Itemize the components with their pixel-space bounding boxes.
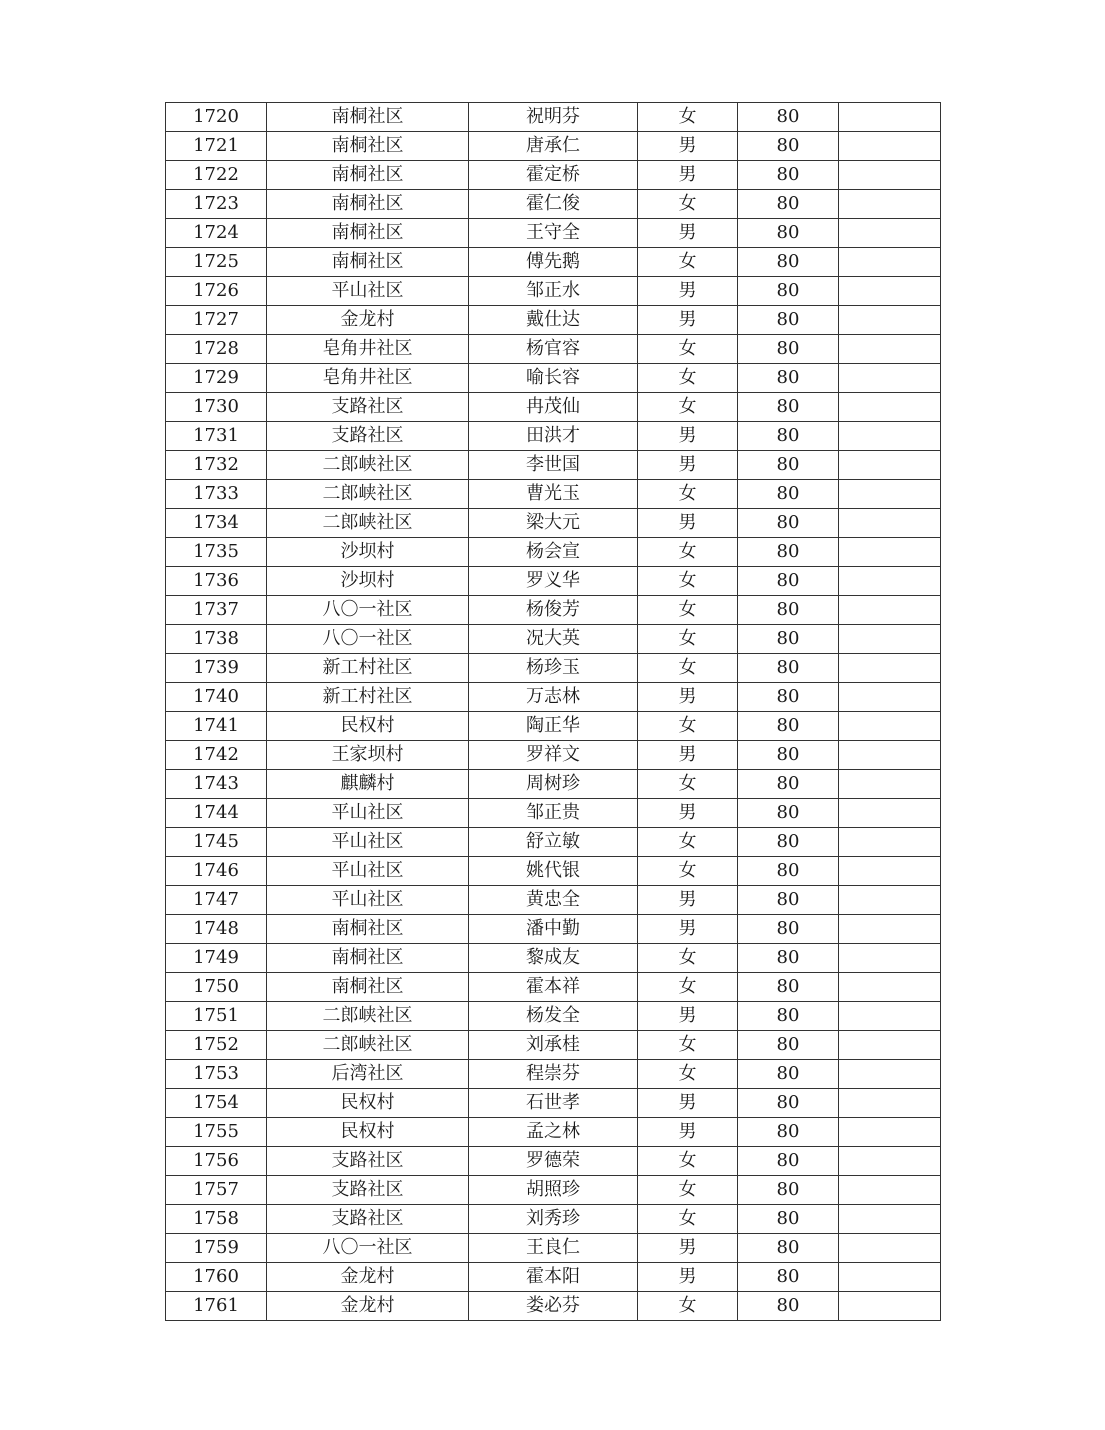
- table-body: [166, 103, 941, 1321]
- table-row: [166, 538, 941, 567]
- row-number-cell: 1727: [166, 306, 267, 335]
- community-cell: 金龙村: [267, 1292, 469, 1321]
- table-row: [166, 1234, 941, 1263]
- community-cell: 二郎峡社区: [267, 1031, 469, 1060]
- person-name-cell: 唐承仁: [469, 132, 638, 161]
- age-cell: 80: [738, 1118, 839, 1147]
- blank-cell: [839, 741, 941, 770]
- blank-cell: [839, 596, 941, 625]
- person-name-cell: 杨发全: [469, 1002, 638, 1031]
- sex-cell: 男: [638, 799, 738, 828]
- table-row: [166, 1263, 941, 1292]
- blank-cell: [839, 451, 941, 480]
- age-cell: 80: [738, 1205, 839, 1234]
- community-cell: 皂角井社区: [267, 364, 469, 393]
- age-cell: 80: [738, 799, 839, 828]
- sex-cell: 女: [638, 1147, 738, 1176]
- person-name-cell: 霍本祥: [469, 973, 638, 1002]
- blank-cell: [839, 219, 941, 248]
- blank-cell: [839, 712, 941, 741]
- age-cell: 80: [738, 770, 839, 799]
- row-number-cell: 1744: [166, 799, 267, 828]
- age-cell: 80: [738, 915, 839, 944]
- blank-cell: [839, 393, 941, 422]
- age-cell: 80: [738, 1060, 839, 1089]
- community-cell: 八〇一社区: [267, 1234, 469, 1263]
- person-name-cell: 邹正水: [469, 277, 638, 306]
- blank-cell: [839, 1292, 941, 1321]
- blank-cell: [839, 1118, 941, 1147]
- sex-cell: 男: [638, 1234, 738, 1263]
- age-cell: 80: [738, 335, 839, 364]
- row-number-cell: 1753: [166, 1060, 267, 1089]
- sex-cell: 女: [638, 364, 738, 393]
- blank-cell: [839, 1147, 941, 1176]
- person-name-cell: 刘秀珍: [469, 1205, 638, 1234]
- community-cell: 南桐社区: [267, 973, 469, 1002]
- blank-cell: [839, 567, 941, 596]
- row-number-cell: 1722: [166, 161, 267, 190]
- blank-cell: [839, 103, 941, 132]
- person-name-cell: 胡照珍: [469, 1176, 638, 1205]
- blank-cell: [839, 1263, 941, 1292]
- sex-cell: 男: [638, 915, 738, 944]
- blank-cell: [839, 364, 941, 393]
- sex-cell: 女: [638, 828, 738, 857]
- blank-cell: [839, 625, 941, 654]
- sex-cell: 男: [638, 1263, 738, 1292]
- row-number-cell: 1752: [166, 1031, 267, 1060]
- table-row: [166, 1060, 941, 1089]
- sex-cell: 男: [638, 886, 738, 915]
- person-name-cell: 杨珍玉: [469, 654, 638, 683]
- community-cell: 金龙村: [267, 306, 469, 335]
- age-cell: 80: [738, 886, 839, 915]
- sex-cell: 男: [638, 422, 738, 451]
- sex-cell: 女: [638, 1176, 738, 1205]
- person-name-cell: 万志林: [469, 683, 638, 712]
- row-number-cell: 1745: [166, 828, 267, 857]
- age-cell: 80: [738, 393, 839, 422]
- community-cell: 平山社区: [267, 799, 469, 828]
- blank-cell: [839, 1234, 941, 1263]
- age-cell: 80: [738, 654, 839, 683]
- blank-cell: [839, 886, 941, 915]
- community-cell: 平山社区: [267, 277, 469, 306]
- table-row: [166, 915, 941, 944]
- age-cell: 80: [738, 364, 839, 393]
- age-cell: 80: [738, 306, 839, 335]
- age-cell: 80: [738, 567, 839, 596]
- sex-cell: 女: [638, 654, 738, 683]
- row-number-cell: 1755: [166, 1118, 267, 1147]
- row-number-cell: 1723: [166, 190, 267, 219]
- sex-cell: 女: [638, 944, 738, 973]
- person-name-cell: 冉茂仙: [469, 393, 638, 422]
- row-number-cell: 1732: [166, 451, 267, 480]
- sex-cell: 男: [638, 509, 738, 538]
- age-cell: 80: [738, 944, 839, 973]
- sex-cell: 女: [638, 625, 738, 654]
- community-cell: 金龙村: [267, 1263, 469, 1292]
- community-cell: 二郎峡社区: [267, 451, 469, 480]
- sex-cell: 男: [638, 1118, 738, 1147]
- row-number-cell: 1756: [166, 1147, 267, 1176]
- community-cell: 南桐社区: [267, 248, 469, 277]
- blank-cell: [839, 190, 941, 219]
- age-cell: 80: [738, 219, 839, 248]
- table-row: [166, 306, 941, 335]
- community-cell: 沙坝村: [267, 567, 469, 596]
- table-row: [166, 567, 941, 596]
- community-cell: 南桐社区: [267, 190, 469, 219]
- row-number-cell: 1726: [166, 277, 267, 306]
- row-number-cell: 1750: [166, 973, 267, 1002]
- sex-cell: 女: [638, 857, 738, 886]
- person-name-cell: 霍仁俊: [469, 190, 638, 219]
- row-number-cell: 1733: [166, 480, 267, 509]
- age-cell: 80: [738, 132, 839, 161]
- table-row: [166, 973, 941, 1002]
- community-cell: 沙坝村: [267, 538, 469, 567]
- person-name-cell: 王良仁: [469, 1234, 638, 1263]
- person-name-cell: 罗义华: [469, 567, 638, 596]
- person-name-cell: 傅先鹅: [469, 248, 638, 277]
- age-cell: 80: [738, 248, 839, 277]
- age-cell: 80: [738, 1089, 839, 1118]
- row-number-cell: 1749: [166, 944, 267, 973]
- blank-cell: [839, 277, 941, 306]
- table-row: [166, 451, 941, 480]
- row-number-cell: 1751: [166, 1002, 267, 1031]
- age-cell: 80: [738, 480, 839, 509]
- row-number-cell: 1728: [166, 335, 267, 364]
- row-number-cell: 1742: [166, 741, 267, 770]
- table-row: [166, 944, 941, 973]
- table-row: [166, 248, 941, 277]
- person-name-cell: 杨官容: [469, 335, 638, 364]
- table-row: [166, 857, 941, 886]
- blank-cell: [839, 422, 941, 451]
- person-name-cell: 娄必芬: [469, 1292, 638, 1321]
- sex-cell: 女: [638, 596, 738, 625]
- row-number-cell: 1748: [166, 915, 267, 944]
- community-cell: 平山社区: [267, 886, 469, 915]
- blank-cell: [839, 1031, 941, 1060]
- table-row: [166, 277, 941, 306]
- person-name-cell: 杨会宣: [469, 538, 638, 567]
- sex-cell: 男: [638, 1089, 738, 1118]
- row-number-cell: 1720: [166, 103, 267, 132]
- age-cell: 80: [738, 161, 839, 190]
- blank-cell: [839, 1089, 941, 1118]
- blank-cell: [839, 828, 941, 857]
- community-cell: 支路社区: [267, 393, 469, 422]
- sex-cell: 男: [638, 741, 738, 770]
- sex-cell: 男: [638, 161, 738, 190]
- age-cell: 80: [738, 190, 839, 219]
- table-row: [166, 335, 941, 364]
- sex-cell: 女: [638, 190, 738, 219]
- table-row: [166, 799, 941, 828]
- sex-cell: 女: [638, 1292, 738, 1321]
- row-number-cell: 1734: [166, 509, 267, 538]
- person-name-cell: 邹正贵: [469, 799, 638, 828]
- row-number-cell: 1737: [166, 596, 267, 625]
- sex-cell: 女: [638, 393, 738, 422]
- community-cell: 平山社区: [267, 828, 469, 857]
- person-name-cell: 黄忠全: [469, 886, 638, 915]
- age-cell: 80: [738, 1176, 839, 1205]
- row-number-cell: 1747: [166, 886, 267, 915]
- community-cell: 民权村: [267, 712, 469, 741]
- blank-cell: [839, 248, 941, 277]
- age-cell: 80: [738, 1002, 839, 1031]
- blank-cell: [839, 335, 941, 364]
- blank-cell: [839, 1176, 941, 1205]
- row-number-cell: 1741: [166, 712, 267, 741]
- table-row: [166, 1118, 941, 1147]
- community-cell: 支路社区: [267, 1205, 469, 1234]
- table-row: [166, 393, 941, 422]
- person-name-cell: 戴仕达: [469, 306, 638, 335]
- table-row: [166, 625, 941, 654]
- person-name-cell: 李世国: [469, 451, 638, 480]
- row-number-cell: 1731: [166, 422, 267, 451]
- blank-cell: [839, 944, 941, 973]
- table-row: [166, 364, 941, 393]
- blank-cell: [839, 1205, 941, 1234]
- person-name-cell: 祝明芬: [469, 103, 638, 132]
- community-cell: 麒麟村: [267, 770, 469, 799]
- community-cell: 平山社区: [267, 857, 469, 886]
- blank-cell: [839, 1002, 941, 1031]
- row-number-cell: 1758: [166, 1205, 267, 1234]
- blank-cell: [839, 799, 941, 828]
- row-number-cell: 1738: [166, 625, 267, 654]
- person-name-cell: 曹光玉: [469, 480, 638, 509]
- table-row: [166, 886, 941, 915]
- community-cell: 支路社区: [267, 1147, 469, 1176]
- table-row: [166, 654, 941, 683]
- sex-cell: 女: [638, 335, 738, 364]
- table-row: [166, 509, 941, 538]
- person-name-cell: 舒立敏: [469, 828, 638, 857]
- sex-cell: 女: [638, 973, 738, 1002]
- community-cell: 二郎峡社区: [267, 509, 469, 538]
- sex-cell: 男: [638, 683, 738, 712]
- community-cell: 南桐社区: [267, 944, 469, 973]
- blank-cell: [839, 306, 941, 335]
- community-cell: 王家坝村: [267, 741, 469, 770]
- person-name-cell: 王守全: [469, 219, 638, 248]
- blank-cell: [839, 480, 941, 509]
- table-row: [166, 741, 941, 770]
- age-cell: 80: [738, 103, 839, 132]
- row-number-cell: 1761: [166, 1292, 267, 1321]
- person-name-cell: 霍定桥: [469, 161, 638, 190]
- table-row: [166, 1089, 941, 1118]
- sex-cell: 女: [638, 770, 738, 799]
- person-name-cell: 潘中勤: [469, 915, 638, 944]
- community-cell: 八〇一社区: [267, 625, 469, 654]
- community-cell: 民权村: [267, 1118, 469, 1147]
- table-row: [166, 1176, 941, 1205]
- community-cell: 南桐社区: [267, 161, 469, 190]
- community-cell: 南桐社区: [267, 915, 469, 944]
- elderly-roster-table: [165, 102, 941, 1321]
- community-cell: 支路社区: [267, 1176, 469, 1205]
- person-name-cell: 石世孝: [469, 1089, 638, 1118]
- blank-cell: [839, 132, 941, 161]
- age-cell: 80: [738, 828, 839, 857]
- age-cell: 80: [738, 683, 839, 712]
- table-row: [166, 103, 941, 132]
- table-row: [166, 1292, 941, 1321]
- person-name-cell: 陶正华: [469, 712, 638, 741]
- sex-cell: 女: [638, 1031, 738, 1060]
- blank-cell: [839, 857, 941, 886]
- sex-cell: 男: [638, 306, 738, 335]
- person-name-cell: 田洪才: [469, 422, 638, 451]
- table-row: [166, 161, 941, 190]
- person-name-cell: 杨俊芳: [469, 596, 638, 625]
- row-number-cell: 1721: [166, 132, 267, 161]
- sex-cell: 女: [638, 1205, 738, 1234]
- row-number-cell: 1760: [166, 1263, 267, 1292]
- age-cell: 80: [738, 1263, 839, 1292]
- sex-cell: 女: [638, 480, 738, 509]
- blank-cell: [839, 1060, 941, 1089]
- age-cell: 80: [738, 538, 839, 567]
- sex-cell: 女: [638, 1060, 738, 1089]
- sex-cell: 男: [638, 277, 738, 306]
- blank-cell: [839, 683, 941, 712]
- sex-cell: 女: [638, 567, 738, 596]
- age-cell: 80: [738, 1147, 839, 1176]
- sex-cell: 女: [638, 248, 738, 277]
- person-name-cell: 周树珍: [469, 770, 638, 799]
- community-cell: 后湾社区: [267, 1060, 469, 1089]
- community-cell: 南桐社区: [267, 219, 469, 248]
- community-cell: 支路社区: [267, 422, 469, 451]
- age-cell: 80: [738, 451, 839, 480]
- person-name-cell: 黎成友: [469, 944, 638, 973]
- age-cell: 80: [738, 857, 839, 886]
- table-row: [166, 1205, 941, 1234]
- community-cell: 民权村: [267, 1089, 469, 1118]
- row-number-cell: 1735: [166, 538, 267, 567]
- community-cell: 新工村社区: [267, 683, 469, 712]
- age-cell: 80: [738, 1031, 839, 1060]
- blank-cell: [839, 770, 941, 799]
- table-row: [166, 1002, 941, 1031]
- row-number-cell: 1724: [166, 219, 267, 248]
- table-row: [166, 132, 941, 161]
- age-cell: 80: [738, 712, 839, 741]
- row-number-cell: 1754: [166, 1089, 267, 1118]
- row-number-cell: 1730: [166, 393, 267, 422]
- person-name-cell: 孟之林: [469, 1118, 638, 1147]
- row-number-cell: 1746: [166, 857, 267, 886]
- age-cell: 80: [738, 625, 839, 654]
- person-name-cell: 霍本阳: [469, 1263, 638, 1292]
- person-name-cell: 梁大元: [469, 509, 638, 538]
- blank-cell: [839, 161, 941, 190]
- table-row: [166, 1147, 941, 1176]
- blank-cell: [839, 915, 941, 944]
- age-cell: 80: [738, 596, 839, 625]
- table-row: [166, 480, 941, 509]
- table-row: [166, 1031, 941, 1060]
- sex-cell: 女: [638, 103, 738, 132]
- blank-cell: [839, 509, 941, 538]
- community-cell: 新工村社区: [267, 654, 469, 683]
- age-cell: 80: [738, 277, 839, 306]
- age-cell: 80: [738, 741, 839, 770]
- table-row: [166, 683, 941, 712]
- row-number-cell: 1736: [166, 567, 267, 596]
- sex-cell: 女: [638, 712, 738, 741]
- age-cell: 80: [738, 1234, 839, 1263]
- person-name-cell: 罗德荣: [469, 1147, 638, 1176]
- table-row: [166, 219, 941, 248]
- community-cell: 南桐社区: [267, 103, 469, 132]
- table-row: [166, 712, 941, 741]
- person-name-cell: 罗祥文: [469, 741, 638, 770]
- person-name-cell: 况大英: [469, 625, 638, 654]
- person-name-cell: 喻长容: [469, 364, 638, 393]
- person-name-cell: 刘承桂: [469, 1031, 638, 1060]
- blank-cell: [839, 654, 941, 683]
- row-number-cell: 1757: [166, 1176, 267, 1205]
- sex-cell: 男: [638, 132, 738, 161]
- community-cell: 八〇一社区: [267, 596, 469, 625]
- age-cell: 80: [738, 973, 839, 1002]
- table-row: [166, 190, 941, 219]
- row-number-cell: 1759: [166, 1234, 267, 1263]
- age-cell: 80: [738, 509, 839, 538]
- community-cell: 皂角井社区: [267, 335, 469, 364]
- table-row: [166, 828, 941, 857]
- age-cell: 80: [738, 422, 839, 451]
- person-name-cell: 程崇芬: [469, 1060, 638, 1089]
- community-cell: 二郎峡社区: [267, 1002, 469, 1031]
- community-cell: 南桐社区: [267, 132, 469, 161]
- row-number-cell: 1729: [166, 364, 267, 393]
- sex-cell: 男: [638, 219, 738, 248]
- community-cell: 二郎峡社区: [267, 480, 469, 509]
- sex-cell: 女: [638, 538, 738, 567]
- blank-cell: [839, 538, 941, 567]
- row-number-cell: 1725: [166, 248, 267, 277]
- blank-cell: [839, 973, 941, 1002]
- sex-cell: 男: [638, 451, 738, 480]
- person-name-cell: 姚代银: [469, 857, 638, 886]
- table-row: [166, 596, 941, 625]
- table-row: [166, 422, 941, 451]
- row-number-cell: 1740: [166, 683, 267, 712]
- row-number-cell: 1743: [166, 770, 267, 799]
- row-number-cell: 1739: [166, 654, 267, 683]
- age-cell: 80: [738, 1292, 839, 1321]
- table-row: [166, 770, 941, 799]
- sex-cell: 男: [638, 1002, 738, 1031]
